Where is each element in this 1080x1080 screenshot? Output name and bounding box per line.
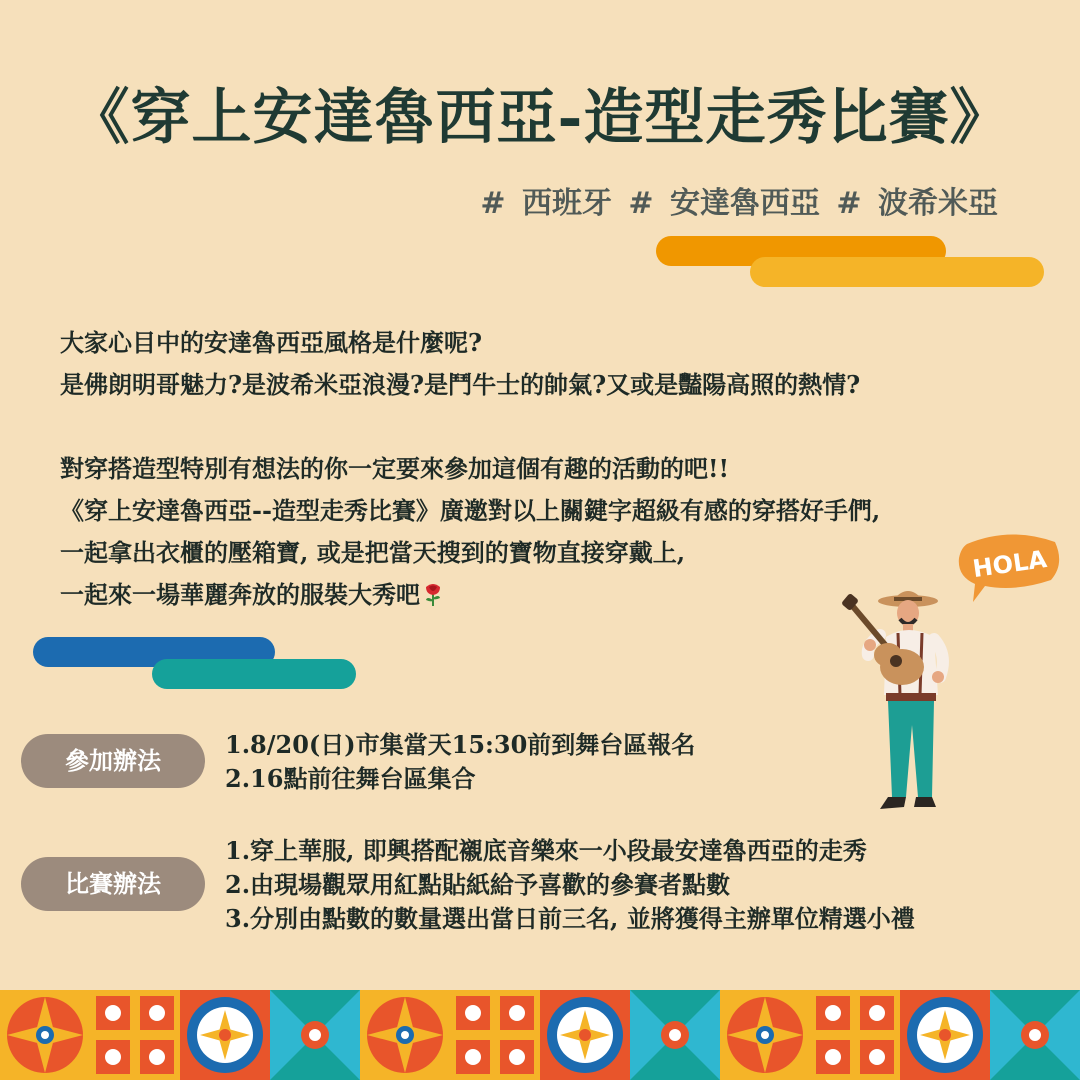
intro-line: 《穿上安達魯西亞--造型走秀比賽》廣邀對以上關鍵字超級有感的穿搭好手們, [60,496,881,525]
rose-icon [422,581,444,607]
participation-label: 參加辦法 [21,734,205,788]
hola-speech-bubble [955,532,1065,606]
tile-pattern [990,990,1080,1080]
intro-line: 是佛朗明哥魅力?是波希米亞浪漫?是鬥牛士的帥氣?又或是豔陽高照的熱情? [60,370,861,399]
intro-line: 一起拿出衣櫃的壓箱寶, 或是把當天搜到的寶物直接穿戴上, [60,538,686,567]
tile-pattern [90,990,180,1080]
hashtags: # 西班牙 # 安達魯西亞 # 波希米亞 [480,186,998,221]
tile-border [0,990,1080,1080]
rule-item: 3.分別由點數的數量選出當日前三名, 並將獲得主辦單位精選小禮 [225,904,915,933]
page-title: 《穿上安達魯西亞-造型走秀比賽》 [69,83,1011,153]
decorative-bar-yellow [750,257,1044,287]
competition-rules [225,834,915,936]
intro-line-last: 一起來一場華麗奔放的服裝大秀吧 [60,574,1060,616]
decorative-bar-teal [152,659,356,689]
tile-pattern [0,990,90,1080]
participation-rules [225,728,695,796]
hola-text: HOLA [970,544,1049,584]
rule-item: 1.穿上華服, 即興搭配襯底音樂來一小段最安達魯西亞的走秀 [225,836,867,865]
guitar-player-illustration [840,585,960,815]
tile-pattern [900,990,990,1080]
rule-item: 2.由現場觀眾用紅點貼紙給予喜歡的參賽者點數 [225,870,731,899]
intro-line: 大家心目中的安達魯西亞風格是什麼呢? [60,328,483,357]
tile-pattern [450,990,540,1080]
tile-pattern [540,990,630,1080]
rule-item: 1.8/20(日)市集當天15:30前到舞台區報名 [225,730,696,759]
tile-pattern [180,990,270,1080]
tile-pattern [630,990,720,1080]
tile-pattern [270,990,360,1080]
rule-item: 2.16點前往舞台區集合 [225,764,476,793]
tile-pattern [360,990,450,1080]
tile-pattern [810,990,900,1080]
competition-label: 比賽辦法 [21,857,205,911]
tile-pattern [720,990,810,1080]
intro-line: 對穿搭造型特別有想法的你一定要來參加這個有趣的活動的吧!! [60,454,730,483]
intro-text [60,322,1060,616]
